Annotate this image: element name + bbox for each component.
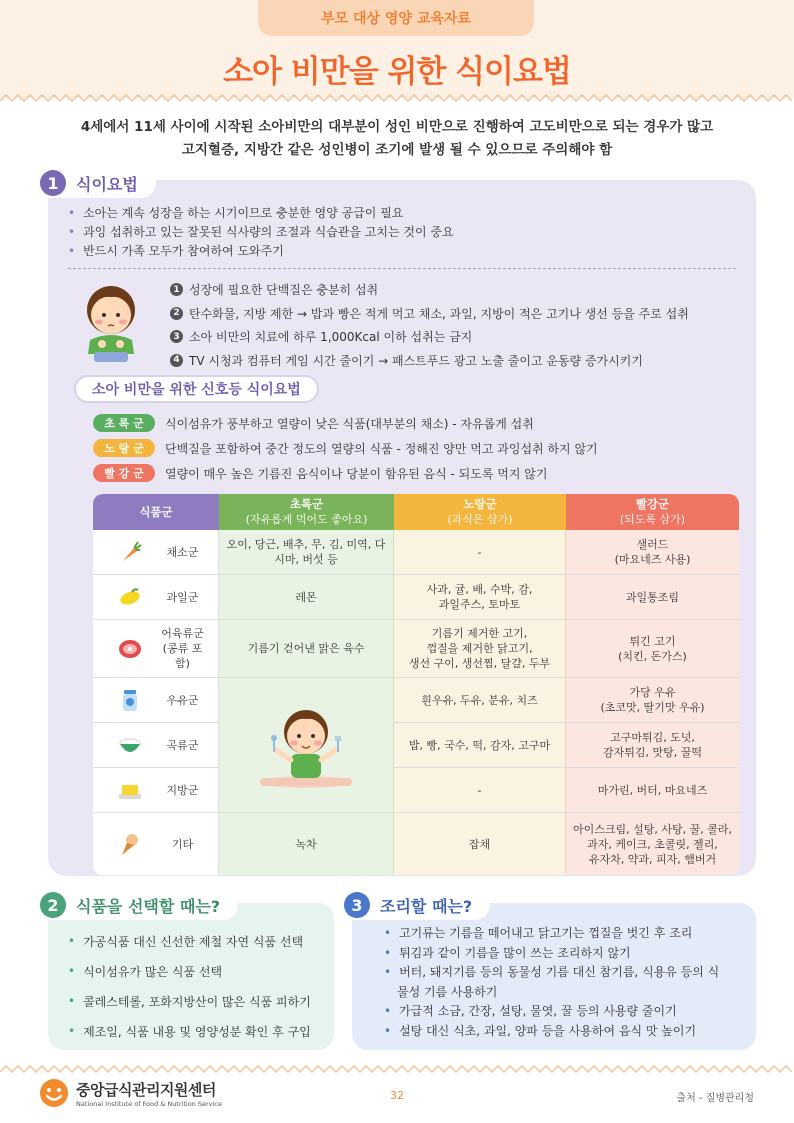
section-1-numbered-list: [170, 278, 740, 372]
butter-icon: [117, 777, 143, 803]
section-1-title: 식이요법: [76, 174, 138, 194]
table-header-red: [566, 494, 739, 530]
table-cell-red: 아이스크림, 설탕, 사탕, 꿀, 콜라, 과자, 케이크, 초콜릿, 젤리, 유자차, 약과, 피자, 햄버거: [566, 813, 739, 875]
table-header-food-group: [93, 494, 219, 530]
category-label: 지방군: [166, 783, 199, 797]
table-cell-green: 오이, 당근, 배추, 무, 김, 미역, 다시마, 버섯 등: [219, 530, 394, 575]
section-3-number: 3: [344, 892, 370, 918]
yellow-group-badge: 노 랑 군: [93, 439, 155, 457]
table-cell-yellow: 사과, 귤, 배, 수박, 감, 과일주스, 토마토: [394, 575, 566, 620]
list-item: • 과잉 섭취하고 있는 잘못된 식사량의 조절과 식습관을 고치는 것이 중요: [68, 223, 728, 242]
list-item: [170, 302, 740, 326]
table-cell-red: 샐러드 (마요네즈 사용): [566, 530, 739, 575]
category-label: 과일군: [166, 590, 199, 604]
header-subtitle: (과식은 삼가): [447, 513, 513, 526]
number-badge: 3: [170, 330, 183, 343]
list-item: [170, 278, 740, 302]
header-tag: 부모 대상 영양 교육자료: [258, 0, 534, 36]
number-badge: 4: [170, 354, 183, 367]
list-item-text: TV 시청과 컴퓨터 게임 시간 줄이기 → 패스트푸드 광고 노출 줄이고 운동량 증가시키기: [189, 353, 643, 368]
table-cell-yellow: 잡채: [394, 813, 566, 875]
section-2-heading: [36, 890, 238, 920]
signal-text: 단백질을 포함하여 중간 정도의 열량의 식품 - 정해진 양만 먹고 과잉섭취 하지 않기: [165, 441, 598, 456]
list-item: • 콜레스테롤, 포화지방산이 많은 식품 피하기: [68, 986, 330, 1016]
list-item: [170, 325, 740, 349]
table-cell-yellow: 밥, 빵, 국수, 떡, 감자, 고구마: [394, 723, 566, 768]
ice-cream-icon: [117, 831, 143, 857]
signal-row-yellow: [93, 439, 598, 457]
category-label: 어육류군 (콩류 포함): [161, 627, 204, 670]
signal-text: 식이섬유가 풍부하고 열량이 낮은 식품(대부분의 채소) - 자유롭게 섭취: [165, 416, 534, 431]
signal-row-red: [93, 464, 547, 482]
intro-line-2: 고지혈증, 지방간 같은 성인병이 조기에 발생 될 수 있으므로 주의해야 함: [181, 142, 613, 158]
table-cell-green-merged: [219, 678, 394, 813]
list-item: • 소아는 계속 성장을 하는 시기이므로 충분한 영양 공급이 필요: [68, 204, 728, 223]
table-row-category: [93, 813, 219, 875]
table-row-category: [93, 768, 219, 813]
red-group-badge: 빨 강 군: [93, 464, 155, 482]
list-item-text: 소아 비만의 치료에 하루 1,000Kcal 이하 섭취는 금지: [189, 330, 473, 345]
food-group-table: [93, 494, 739, 875]
happy-kid-illustration: [258, 700, 354, 790]
carrot-icon: [117, 539, 143, 565]
section-3-heading: [340, 890, 490, 920]
table-row-category: [93, 620, 219, 678]
org-name: 중앙급식관리지원센터: [76, 1080, 216, 1099]
green-group-badge: 초 록 군: [93, 414, 155, 432]
header-subtitle: (되도록 삼가): [619, 513, 686, 526]
header-title: 노랑군: [463, 497, 497, 511]
table-cell-yellow: 기름기 제거한 고기, 껍질을 제거한 닭고기, 생선 구이, 생선찜, 달걀, 두부: [394, 620, 566, 678]
intro-line-1: 4세에서 11세 사이에 시작된 소아비만의 대부분이 성인 비만으로 진행하여 고도비만으로 되는 경우가 많고: [80, 119, 714, 135]
list-item: • 튀김과 같이 기름을 많이 쓰는 조리하지 않기: [384, 944, 724, 964]
section-1-bullets: [68, 204, 728, 261]
signal-diet-heading: 소아 비만을 위한 신호등 식이요법: [74, 375, 319, 403]
table-cell-yellow: 흰우유, 두유, 분유, 치즈: [394, 678, 566, 723]
dashed-divider: [68, 268, 736, 269]
category-label: 우유군: [166, 693, 199, 707]
milk-icon: [117, 687, 143, 713]
table-cell-red: 튀긴 고기 (치킨, 돈가스): [566, 620, 739, 678]
table-cell-yellow: -: [394, 530, 566, 575]
header-title: 빨강군: [635, 497, 670, 511]
signal-row-green: [93, 414, 534, 432]
footer-zigzag-divider: [0, 1065, 794, 1073]
meat-icon: [117, 636, 143, 662]
section-3-title: 조리할 때는?: [380, 896, 473, 916]
section-3-list: [384, 924, 724, 1041]
table-cell-yellow: -: [394, 768, 566, 813]
table-row-category: [93, 530, 219, 575]
table-row-category: [93, 575, 219, 620]
list-item: • 고기류는 기름을 떼어내고 닭고기는 껍질을 벗긴 후 조리: [384, 924, 724, 944]
page-title: 소아 비만을 위한 식이요법: [223, 54, 571, 90]
category-label: 기타: [171, 837, 194, 851]
table-header-yellow: [394, 494, 566, 530]
list-item: • 반드시 가족 모두가 참여하여 도와주기: [68, 242, 728, 261]
header-title: 초록군: [289, 497, 324, 511]
org-name-english: National Institute of Food & Nutrition Service: [76, 1099, 222, 1108]
category-label: 곡류군: [166, 738, 199, 752]
number-badge: 2: [170, 307, 183, 320]
table-header-green: [219, 494, 394, 530]
list-item: • 식이섬유가 많은 식품 선택: [68, 956, 330, 986]
list-item: [170, 349, 740, 373]
signal-text: 열량이 매우 높은 기름진 음식이나 당분이 함유된 음식 - 되도록 먹지 않기: [165, 466, 548, 481]
list-item: • 제조일, 식품 내용 및 영양성분 확인 후 구입: [68, 1016, 330, 1046]
intro-text: [40, 116, 754, 162]
number-badge: 1: [170, 283, 183, 296]
list-item: • 설탕 대신 식초, 과일, 양파 등을 사용하여 음식 맛 높이기: [384, 1022, 724, 1042]
lemon-icon: [117, 584, 143, 610]
chubby-boy-illustration: [80, 282, 142, 364]
list-item-text: 탄수화물, 지방 제한 → 밥과 빵은 적게 먹고 채소, 과일, 지방이 적은 고기나 생선 등을 주로 섭취: [189, 306, 689, 321]
section-2-number: 2: [40, 892, 66, 918]
header-zigzag-divider: [0, 94, 794, 102]
header-title: 식품군: [139, 504, 173, 519]
list-item: • 가공식품 대신 신선한 제철 자연 식품 선택: [68, 926, 330, 956]
list-item: • 가급적 소금, 간장, 설탕, 물엿, 꿀 등의 사용량 줄이기: [384, 1002, 724, 1022]
rice-bowl-icon: [117, 732, 143, 758]
table-cell-green: 레몬: [219, 575, 394, 620]
table-cell-red: 마가린, 버터, 마요네즈: [566, 768, 739, 813]
table-cell-green: 녹차: [219, 813, 394, 875]
header-subtitle: (자유롭게 먹어도 좋아요): [245, 513, 368, 526]
source-credit: 출처 - 질병관리청: [676, 1093, 754, 1104]
list-item-text: 성장에 필요한 단백질은 충분히 섭취: [189, 283, 379, 298]
section-1-number: 1: [40, 170, 66, 196]
category-label: 채소군: [166, 545, 199, 559]
page-number: 32: [390, 1089, 404, 1102]
table-cell-red: 과일통조림: [566, 575, 739, 620]
table-row-category: [93, 678, 219, 723]
table-cell-red: 고구마튀김, 도넛, 감자튀김, 맛탕, 꿀떡: [566, 723, 739, 768]
section-2-title: 식품을 선택할 때는?: [76, 896, 221, 916]
table-cell-green: 기름기 걷어낸 맑은 육수: [219, 620, 394, 678]
table-row-category: [93, 723, 219, 768]
table-cell-red: 가당 우유 (초코맛, 딸기맛 우유): [566, 678, 739, 723]
list-item: • 버터, 돼지기름 등의 동물성 기름 대신 참기름, 식용유 등의 식물성 기름 사용하기: [384, 963, 724, 1002]
section-1-heading: [36, 168, 156, 198]
section-2-list: [68, 926, 330, 1046]
